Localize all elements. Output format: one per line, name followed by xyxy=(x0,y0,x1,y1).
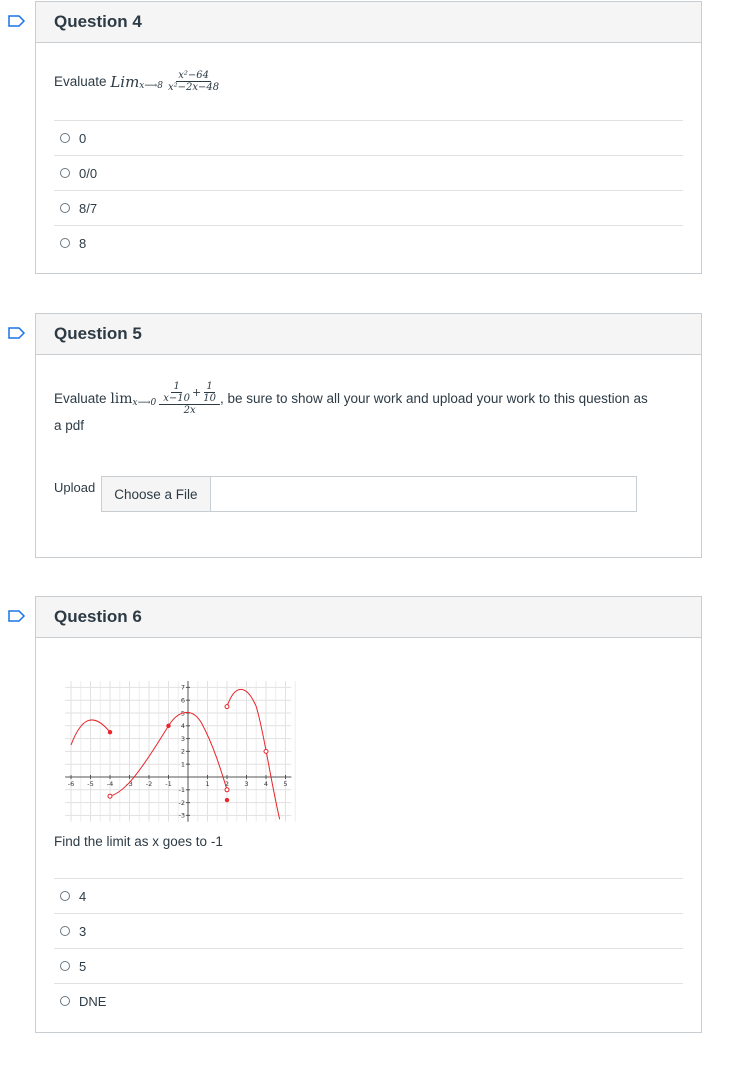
radio-button[interactable] xyxy=(60,238,70,248)
question-5-prompt: Evaluate lim x⟶0 $\frac{1}{x-10}$ + $\frac{1}{10}$ 2x , be sure to show all your work and upload your work to this question as xyxy=(54,381,648,416)
answer-option[interactable]: 5 xyxy=(54,948,683,983)
flag-icon[interactable] xyxy=(8,15,26,27)
closed-point xyxy=(166,724,170,728)
question-5-title: Question 5 xyxy=(54,324,142,343)
question-6-options xyxy=(54,878,683,1018)
radio-button[interactable] xyxy=(60,961,70,971)
x-tick-label: -4 xyxy=(106,780,114,788)
closed-point xyxy=(225,798,229,802)
y-tick-label: -2 xyxy=(178,798,185,807)
function-graph xyxy=(55,677,288,820)
curve-segment xyxy=(224,689,280,819)
closed-point xyxy=(108,730,112,734)
y-tick-label: 3 xyxy=(180,734,185,743)
radio-button[interactable] xyxy=(60,168,70,178)
y-tick-label: 2 xyxy=(180,747,185,756)
x-tick-label: 2 xyxy=(224,780,230,788)
limit-fraction: $\frac{1}{x-10}$ + $\frac{1}{10}$ 2x xyxy=(159,381,220,416)
open-point xyxy=(264,749,268,753)
question-5-card xyxy=(35,313,702,558)
y-tick-label: 6 xyxy=(180,696,185,705)
open-point xyxy=(225,705,229,709)
answer-option[interactable]: 0/0 xyxy=(54,155,683,190)
upload-row xyxy=(54,476,637,512)
question-4-options xyxy=(54,120,683,260)
radio-button[interactable] xyxy=(60,926,70,936)
y-tick-label: -3 xyxy=(178,811,185,820)
question-6-header xyxy=(36,597,701,638)
question-5-prompt-cont: a pdf xyxy=(54,418,85,433)
answer-option[interactable]: 8/7 xyxy=(54,190,683,225)
y-tick-label: 4 xyxy=(180,722,185,731)
x-tick-label: -1 xyxy=(165,780,172,788)
question-6-title: Question 6 xyxy=(54,607,142,626)
x-tick-label: 5 xyxy=(283,780,288,788)
answer-option[interactable]: 0 xyxy=(54,120,683,155)
answer-option[interactable]: 8 xyxy=(54,225,683,260)
question-4-header xyxy=(36,2,701,43)
flag-icon[interactable] xyxy=(8,610,26,622)
question-4-title: Question 4 xyxy=(54,12,142,31)
question-4-prompt: Evaluate Lim x⟶8 $\frac{\text{x²−64}}{\text{x²−2x−48}}$ xyxy=(54,70,220,93)
x-tick-label: 1 xyxy=(205,780,210,788)
question-6-prompt: Find the limit as x goes to -1 xyxy=(54,834,223,849)
x-tick-label: 3 xyxy=(244,780,249,788)
answer-option[interactable]: 3 xyxy=(54,913,683,948)
y-tick-label: 7 xyxy=(180,683,185,692)
x-tick-label: -6 xyxy=(67,780,75,788)
answer-option[interactable]: 4 xyxy=(54,878,683,913)
question-4-card xyxy=(35,1,702,274)
radio-button[interactable] xyxy=(60,891,70,901)
x-tick-label: -2 xyxy=(145,780,153,788)
radio-button[interactable] xyxy=(60,133,70,143)
y-tick-label: 1 xyxy=(180,760,185,769)
limit-fraction: $\frac{\text{x²−64}}{\text{x²−2x−48}}$ xyxy=(168,70,220,93)
x-tick-label: -3 xyxy=(126,780,133,788)
choose-file-button[interactable]: Choose a File xyxy=(102,477,210,511)
answer-option[interactable]: DNE xyxy=(54,983,683,1018)
x-tick-label: -5 xyxy=(87,780,94,788)
flag-icon[interactable] xyxy=(8,327,26,339)
y-tick-label: 5 xyxy=(180,709,185,718)
question-6-card xyxy=(35,596,702,1033)
radio-button[interactable] xyxy=(60,996,70,1006)
radio-button[interactable] xyxy=(60,203,70,213)
question-5-header xyxy=(36,314,701,355)
x-tick-label: 4 xyxy=(263,780,269,788)
open-point xyxy=(108,794,112,798)
upload-label: Upload xyxy=(54,480,96,495)
open-point xyxy=(225,788,229,792)
y-tick-label: -1 xyxy=(178,786,185,795)
file-input[interactable] xyxy=(101,476,637,512)
